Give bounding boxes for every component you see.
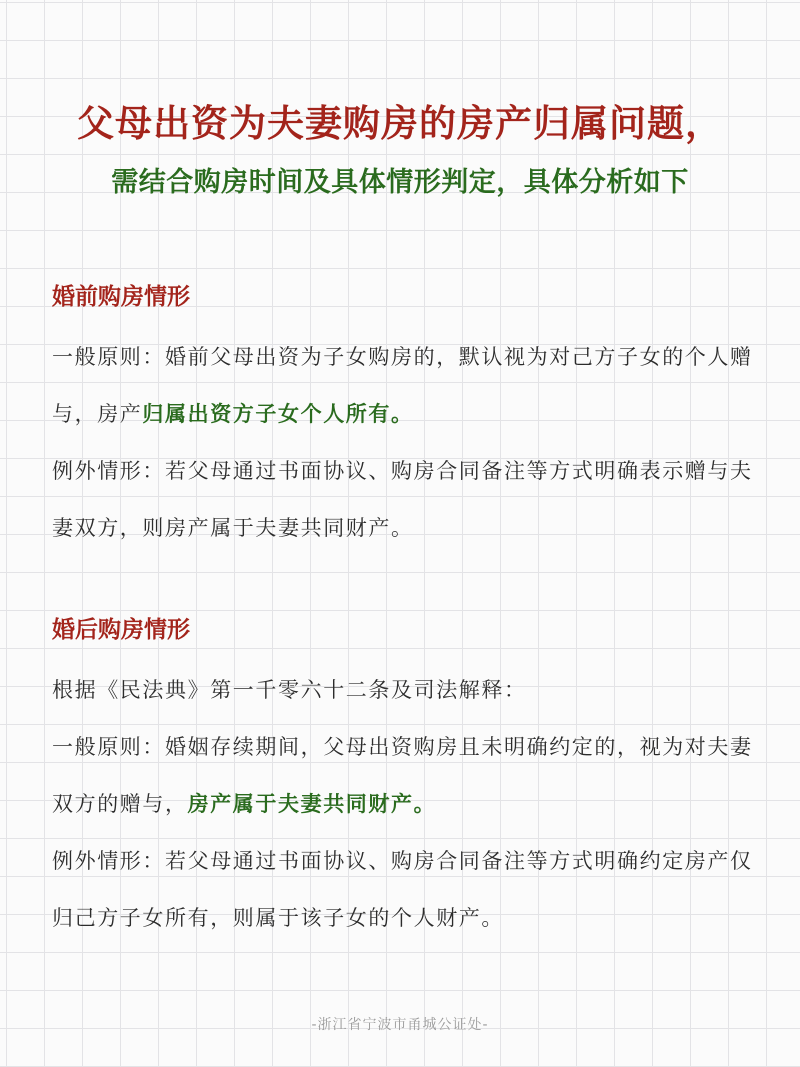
section-premarital-purchase xyxy=(52,279,772,557)
paragraph-exception xyxy=(52,833,772,947)
emphasis-text: 归属出资方子女个人所有。 xyxy=(142,402,414,426)
paragraph-text: 例外情形：若父母通过书面协议、购房合同备注等方式明确约定房产仅归己方子女所有，则属于该子女的个人财产。 xyxy=(52,849,753,930)
paragraph-exception xyxy=(52,443,772,557)
page-subtitle: 需结合购房时间及具体情形判定，具体分析如下 xyxy=(111,167,689,198)
paragraph-text: 一般原则：婚前父母出资为子女购房的，默认视为对己方子女的个人赠与，房产 xyxy=(52,345,753,426)
emphasis-text: 房产属于夫妻共同财产。 xyxy=(187,792,437,816)
page-title: 父母出资为夫妻购房的房产归属问题， xyxy=(77,102,723,145)
section-postmarital-purchase xyxy=(52,612,772,947)
paragraph-text: 一般原则：婚姻存续期间，父母出资购房且未明确约定的，视为对夫妻双方的赠与， xyxy=(52,735,753,816)
paragraph-legal-basis xyxy=(52,662,772,719)
paragraph-text: 例外情形：若父母通过书面协议、购房合同备注等方式明确表示赠与夫妻双方，则房产属于夫妻共同财产。 xyxy=(52,459,753,540)
section-heading: 婚前购房情形 xyxy=(52,284,190,310)
paragraph-general-principle xyxy=(52,329,772,443)
paragraph-general-principle xyxy=(52,719,772,833)
section-heading: 婚后购房情形 xyxy=(52,617,190,643)
paragraph-text: 根据《民法典》第一千零六十二条及司法解释： xyxy=(52,678,527,702)
footer-attribution: -浙江省宁波市甬城公证处- xyxy=(311,1017,489,1033)
